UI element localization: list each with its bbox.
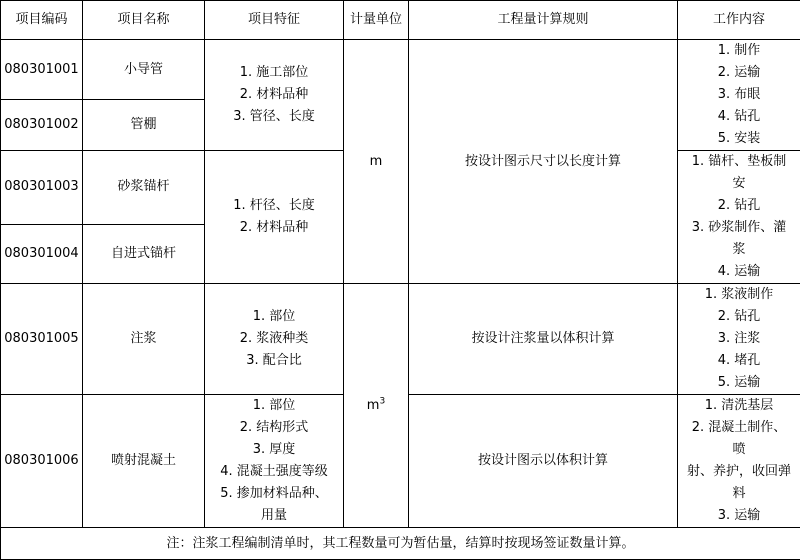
header-work: 工作内容: [678, 1, 800, 40]
work-line: 射、养护，收回弹: [687, 461, 791, 483]
work-cell: [678, 40, 800, 151]
item-name: 砂浆锚杆: [83, 151, 205, 225]
unit-cell: m: [344, 40, 409, 284]
work-line: 1. 浆液制作: [705, 284, 774, 306]
header-features: 项目特征: [205, 1, 344, 40]
work-line: 4. 钻孔: [718, 106, 761, 128]
header-name: 项目名称: [83, 1, 205, 40]
feature-line: 1. 杆径、长度: [233, 195, 315, 217]
header-rule: 工程量计算规则: [409, 1, 678, 40]
work-line: 3. 运输: [687, 505, 791, 527]
work-line: 4. 运输: [692, 261, 787, 283]
feature-line: 4. 混凝土强度等级: [220, 461, 328, 483]
item-code: 080301005: [1, 284, 83, 395]
features-cell: [205, 284, 344, 395]
feature-line: 5. 掺加材料品种、: [220, 483, 328, 505]
feature-line: 1. 施工部位: [233, 62, 315, 84]
rule-cell: 按设计图示尺寸以长度计算: [409, 40, 678, 284]
work-cell: [678, 284, 800, 395]
work-line: 2. 混凝土制作、: [687, 417, 791, 439]
work-line: 料: [687, 483, 791, 505]
work-line: 1. 清洗基层: [687, 395, 791, 417]
header-code: 项目编码: [1, 1, 83, 40]
work-line: 3. 砂浆制作、灌: [692, 217, 787, 239]
unit-base: m: [367, 398, 380, 413]
footnote: 注：注浆工程编制清单时，其工程数量可为暂估量，结算时按现场签证数量计算。: [1, 528, 800, 560]
item-name: 自进式锚杆: [83, 224, 205, 283]
work-line: 2. 钻孔: [692, 195, 787, 217]
work-line: 1. 锚杆、垫板制: [692, 151, 787, 173]
feature-line: 2. 浆液种类: [240, 328, 309, 350]
features-cell: [205, 40, 344, 151]
feature-line: 1. 部位: [220, 395, 328, 417]
header-unit: 计量单位: [344, 1, 409, 40]
work-cell: [678, 395, 800, 528]
item-name: 注浆: [83, 284, 205, 395]
feature-line: 2. 材料品种: [233, 84, 315, 106]
feature-line: 3. 配合比: [240, 350, 309, 372]
item-name: 喷射混凝土: [83, 395, 205, 528]
item-code: 080301004: [1, 224, 83, 283]
item-code: 080301006: [1, 395, 83, 528]
item-code: 080301001: [1, 40, 83, 100]
feature-line: 用量: [220, 505, 328, 527]
work-line: 2. 钻孔: [705, 306, 774, 328]
item-code: 080301002: [1, 100, 83, 151]
table-row: [1, 40, 800, 100]
work-line: 1. 制作: [718, 40, 761, 62]
feature-line: 1. 部位: [240, 306, 309, 328]
work-line: 4. 堵孔: [705, 350, 774, 372]
note-row: [1, 528, 800, 560]
feature-line: 2. 结构形式: [220, 417, 328, 439]
work-line: 3. 布眼: [718, 84, 761, 106]
work-line: 浆: [692, 239, 787, 261]
work-line: 3. 注浆: [705, 328, 774, 350]
features-cell: [205, 395, 344, 528]
feature-line: 3. 管径、长度: [233, 106, 315, 128]
unit-exponent: 3: [379, 396, 385, 406]
feature-line: 2. 材料品种: [233, 217, 315, 239]
work-cell: [678, 151, 800, 284]
features-cell: [205, 151, 344, 284]
work-line: 安: [692, 173, 787, 195]
table-row: [1, 284, 800, 395]
work-line: 5. 运输: [705, 372, 774, 394]
header-row: [1, 1, 800, 40]
rule-cell: 按设计图示以体积计算: [409, 395, 678, 528]
rule-cell: 按设计注浆量以体积计算: [409, 284, 678, 395]
item-name: 管棚: [83, 100, 205, 151]
item-name: 小导管: [83, 40, 205, 100]
unit-cell: [344, 284, 409, 528]
work-line: 喷: [687, 439, 791, 461]
item-code: 080301003: [1, 151, 83, 225]
feature-line: 3. 厚度: [220, 439, 328, 461]
work-line: 2. 运输: [718, 62, 761, 84]
work-line: 5. 安装: [718, 128, 761, 150]
